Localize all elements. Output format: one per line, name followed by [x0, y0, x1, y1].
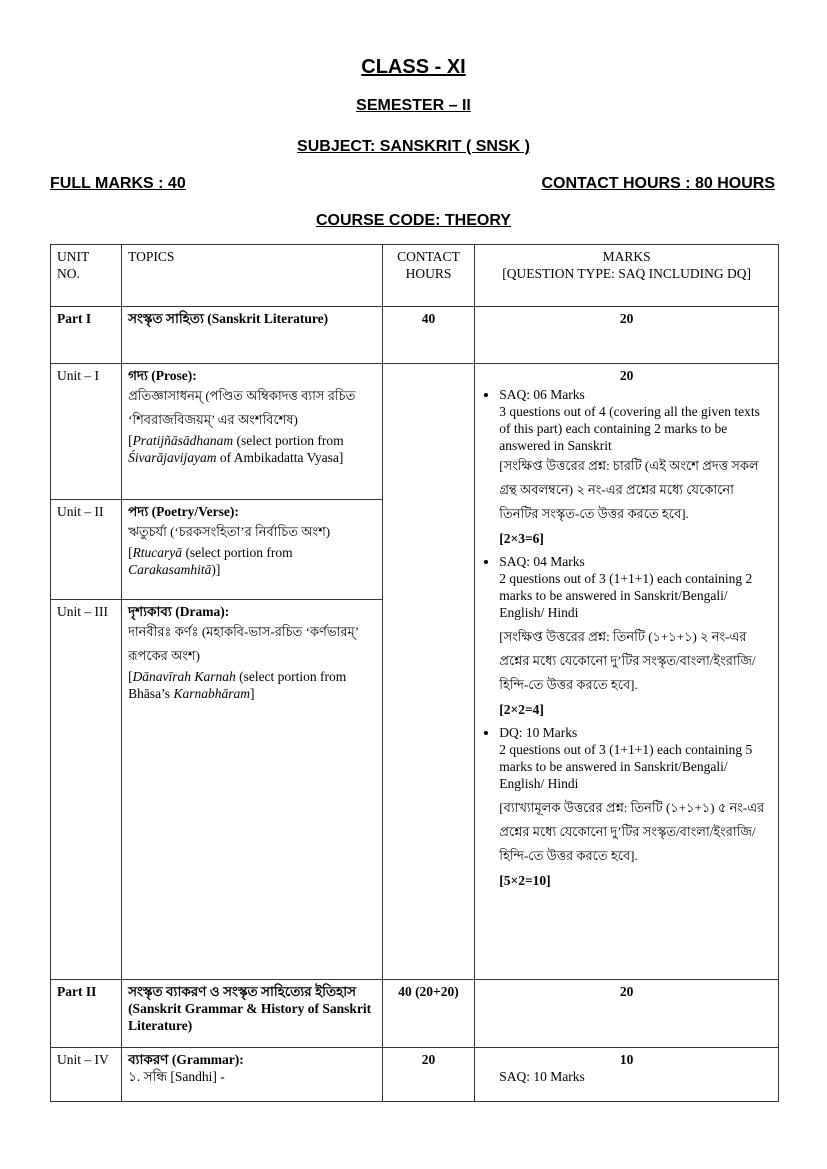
units-marks-total: 20: [619, 368, 634, 383]
part2-label: Part II: [51, 980, 122, 1048]
saq1-item: [499, 386, 772, 553]
unit1-topic: গদ্য (Prose): প্রতিজ্ঞাসাধনম্ (পণ্ডিত অম্বিকাদত্ত ব্যাস রচিত ‘শিবরাজবিজয়ম্’ এর অংশবিশেষ) [Pratijñāsādhanam (select portion from Śivarājavijayam of Ambikadatta Vyasa]: [122, 364, 382, 500]
header-row: [51, 245, 779, 307]
semester-title: SEMESTER – II: [356, 97, 471, 114]
unit4-marks-detail: SAQ: 10 Marks: [499, 1069, 585, 1084]
part2-hours: 40 (20+20): [382, 980, 475, 1048]
unit1-ref-mid: (select portion from: [236, 433, 344, 448]
unit1-label: Unit – I: [51, 364, 121, 500]
syllabus-table: [50, 244, 779, 1102]
part2-marks: 20: [475, 980, 779, 1048]
unit3-ref-end: ]: [249, 686, 255, 701]
course-code: COURSE CODE: THEORY: [316, 212, 511, 229]
unit2-ref-end: )]: [211, 562, 221, 577]
part1-marks: 20: [475, 307, 779, 364]
unit3-topic: দৃশ্যকাব্য (Drama): দানবীরঃ কর্ণঃ (মহাকবি-ভাস-রচিত ‘কর্ণভারম্’ রূপকের অংশ) [Dānavīrah Karnah (select portion from Bhāsa’s Karnabhāram]: [122, 600, 382, 705]
header-topics: TOPICS: [122, 245, 383, 307]
unit1-heading-en: (Prose):: [151, 368, 197, 383]
full-marks: FULL MARKS : 40: [50, 175, 186, 192]
marks-breakdown-list: [481, 386, 772, 889]
part1-topic-bn: সংস্কৃত সাহিত্য: [128, 311, 204, 326]
dq-item: [499, 724, 772, 889]
unit3-ref-title: Dānavīrah Karnah: [132, 669, 236, 684]
unit-topics-cell: [122, 364, 383, 980]
part2-row: [51, 980, 779, 1048]
units-marks-cell: [475, 364, 779, 980]
unit4-marks: 10: [619, 1052, 634, 1067]
unit2-ref-src: Carakasamhitā: [128, 562, 212, 577]
saq1-en: 3 questions out of 4 (covering all the given texts of this part) each containing 2 marks to be answered in Sanskrit: [499, 404, 760, 453]
unit4-hours: 20: [382, 1048, 475, 1102]
unit4-heading-en: (Grammar):: [171, 1052, 244, 1067]
unit4-label: Unit – IV: [51, 1048, 122, 1102]
unit1-ref-title: Pratijñāsādhanam: [132, 433, 234, 448]
unit1-line-bn: প্রতিজ্ঞাসাধনম্ (পণ্ডিত অম্বিকাদত্ত ব্যাস রচিত ‘শিবরাজবিজয়ম্’ এর অংশবিশেষ): [128, 388, 356, 427]
unit2-line-bn: ঋতুচর্যা (‘চরকসংহিতা’র নির্বাচিত অংশ): [128, 524, 331, 539]
dq-title: • DQ: 10 Marks: [499, 725, 578, 740]
unit3-heading-bn: দৃশ্যকাব্য: [128, 604, 172, 619]
subject-title: SUBJECT: SANSKRIT ( SNSK ): [297, 138, 530, 155]
dq-bn: [ব্যাখ্যামূলক উত্তরের প্রশ্ন: তিনটি (১+১+১) ৫ নং-এর প্রশ্নের মধ্যে যেকোনো দু’টির সংস্কৃত/বাংলা/ইংরাজি/ হিন্দি-তে উত্তর করতে হবে].: [499, 800, 765, 863]
unit4-marks-cell: [475, 1048, 779, 1102]
contact-hours: CONTACT HOURS : 80 HOURS: [541, 175, 775, 192]
unit3-heading-en: (Drama):: [175, 604, 230, 619]
saq2-item: [499, 553, 772, 724]
part1-label: Part I: [51, 307, 122, 364]
unit1-ref-src: Śivarājavijayam: [128, 450, 217, 465]
unit2-ref-title: Rtucaryā: [132, 545, 183, 560]
unit-labels-cell: [51, 364, 122, 980]
dq-calc: [5×2=10]: [499, 873, 551, 888]
unit1-ref-end: of Ambikadatta Vyasa]: [219, 450, 344, 465]
class-title: CLASS - XI: [361, 56, 466, 78]
unit2-heading-bn: পদ্য: [128, 504, 149, 519]
unit1-heading-bn: গদ্য: [128, 368, 148, 383]
unit4-topic: [122, 1048, 383, 1102]
saq1-calc: [2×3=6]: [499, 531, 544, 546]
units-hours-cell: [382, 364, 475, 980]
unit2-ref-mid: (select portion from: [185, 545, 293, 560]
part1-hours: 40: [382, 307, 475, 364]
part1-topic-en: (Sanskrit Literature): [207, 311, 329, 326]
unit4-item: ১. সন্ধি [Sandhi] -: [128, 1069, 225, 1084]
unit2-topic: পদ্য (Poetry/Verse): ঋতুচর্যা (‘চরকসংহিতা’র নির্বাচিত অংশ) [Rtucaryā (select portion from Carakasamhitā)]: [122, 500, 382, 600]
saq2-bn: [সংক্ষিপ্ত উত্তরের প্রশ্ন: তিনটি (১+১+১) ২ নং-এর প্রশ্নের মধ্যে যেকোনো দু’টির সংস্কৃত/বাংলা/ইংরাজি/ হিন্দি-তে উত্তর করতে হবে].: [499, 629, 756, 692]
saq1-title: • SAQ: 06 Marks: [499, 387, 585, 402]
unit2-label: Unit – II: [51, 500, 121, 600]
unit3-ref-src: Karnabhāram: [173, 686, 250, 701]
header-unit: UNIT NO.: [51, 245, 122, 307]
header-contact: CONTACT HOURS: [382, 245, 475, 307]
units-row: [51, 364, 779, 980]
unit3-label: Unit – III: [57, 604, 108, 619]
part2-topic: [122, 980, 383, 1048]
saq2-calc: [2×2=4]: [499, 702, 544, 717]
saq1-bn: [সংক্ষিপ্ত উত্তরের প্রশ্ন: চারটি (এই অংশে প্রদত্ত সকল গ্রন্থ অবলম্বনে) ২ নং-এর প্রশ্নের মধ্যে যেকোনো তিনটির সংস্কৃত-তে উত্তর করতে হবে].: [499, 458, 759, 521]
saq2-en: 2 questions out of 3 (1+1+1) each containing 2 marks to be answered in Sanskrit/Bengali/ English/ Hindi: [499, 571, 753, 620]
unit3-line-bn: দানবীরঃ কর্ণঃ (মহাকবি-ভাস-রচিত ‘কর্ণভারম্’ রূপকের অংশ): [128, 624, 359, 663]
unit4-row: [51, 1048, 779, 1102]
dq-en: 2 questions out of 3 (1+1+1) each containing 5 marks to be answered in Sanskrit/Bengali/ English/ Hindi: [499, 742, 753, 791]
part2-topic-bn: সংস্কৃত ব্যাকরণ ও সংস্কৃত সাহিত্যের ইতিহাস: [128, 984, 357, 999]
part1-row: [51, 307, 779, 364]
marks-subheading: [QUESTION TYPE: SAQ INCLUDING DQ]: [502, 266, 752, 281]
part2-topic-en: (Sanskrit Grammar & History of Sanskrit Literature): [128, 1001, 372, 1033]
unit3-ref-mid: (select portion from Bhāsa’s: [128, 669, 347, 701]
part1-topic: [122, 307, 383, 364]
unit2-heading-en: (Poetry/Verse):: [151, 504, 239, 519]
marks-heading: MARKS: [602, 249, 651, 264]
saq2-title: • SAQ: 04 Marks: [499, 554, 585, 569]
unit4-heading-bn: ব্যাকরণ: [128, 1052, 169, 1067]
header-marks: [475, 245, 779, 307]
